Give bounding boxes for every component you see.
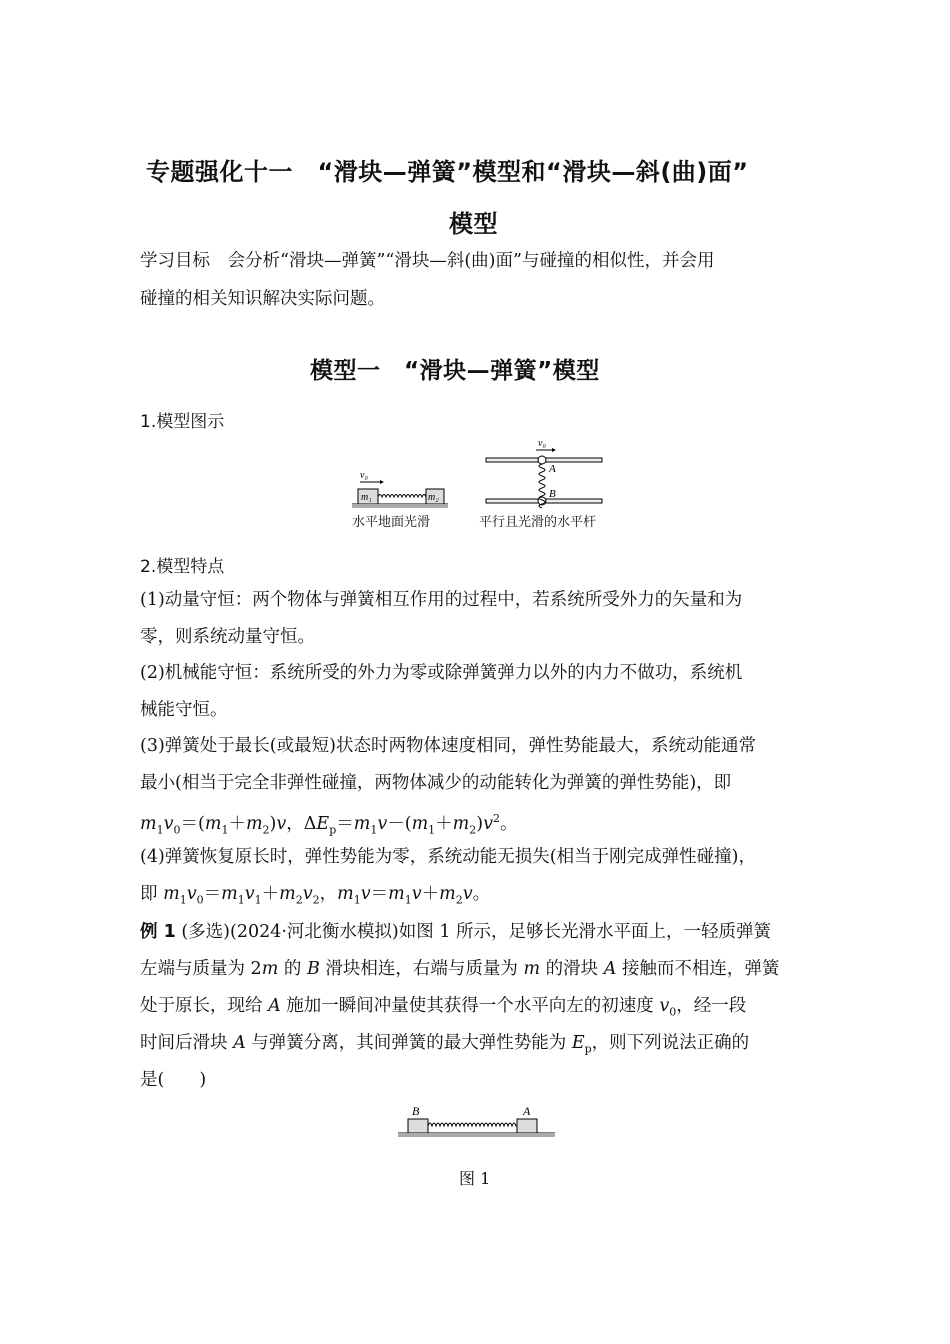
velocity-arrowhead-right [552,448,556,452]
feature-3-line1: (3)弹簧处于最长(或最短)状态时两物体速度相同，弹性势能最大，系统动能通常 [140,736,756,756]
example-line5: 是( ) [140,1070,207,1090]
figure1-A-label: A [523,1104,531,1118]
spring-figure1 [428,1123,517,1126]
block-B [408,1119,428,1133]
block-A [517,1119,537,1133]
figure-1-caption: 图 1 [459,1169,491,1188]
learning-goal-line2: 碰撞的相关知识解决实际问题。 [140,289,385,309]
example-line2: 左端与质量为 2m 的 B 滑块相连，右端与质量为 m 的滑块 A 接触而不相连，弹簧 [140,959,780,979]
feature-3-line2: 最小(相当于完全非弹性碰撞，两物体减少的动能转化为弹簧的弹性势能)，即 [140,773,732,793]
ground-diagram [352,470,448,508]
formula-line-3: $m_1v_0=(m_1+m_2)v$，$\Delta E_p=m_1v-(m_1+m_2)v^2$。 [140,812,518,837]
ball-A [538,456,546,464]
page-title-line2: 模型 [449,210,498,238]
figure-1-diagram [395,1100,560,1142]
feature-2-line1: (2)机械能守恒：系统所受的外力为零或除弹簧弹力以外的内力不做功，系统机 [140,663,743,683]
v0-label: v₀ [360,470,368,481]
ground-hatch-figure1 [398,1133,555,1137]
rods-diagram [486,438,602,508]
learning-goal-line1: 学习目标 会分析“滑块—弹簧”“滑块—斜(曲)面”与碰撞的相似性，并会用 [140,251,715,271]
example-line4: 时间后滑块 A 与弹簧分离，其间弹簧的最大弹性势能为 $E_p$，则下列说法正确的 [140,1033,750,1056]
ground-hatch [352,504,448,508]
caption-rods: 平行且光滑的水平杆 [479,515,597,530]
example-label: 例 1 [140,922,176,942]
B-label: B [549,488,556,500]
example-line3: 处于原长，现给 A 施加一瞬间冲量使其获得一个水平向左的初速度 $v_0$，经一段 [140,996,747,1019]
caption-ground: 水平地面光滑 [352,515,431,530]
spring [378,495,430,498]
figure1-B-label: B [412,1104,420,1118]
m1-label: m₁ [361,492,372,503]
formula-line-4: 即 $m_1v_0=m_1v_1+m_2v_2$，$m_1v=m_1v+m_2v$。 [140,884,491,907]
A-label: A [549,463,556,475]
feature-2-line2: 械能守恒。 [140,700,228,720]
page-title: 专题强化十一 “滑块—弹簧”模型和“滑块—斜(曲)面” [146,158,749,186]
formula-prefix: 即 [140,884,164,904]
example-line1: 例 1 (多选)(2024·河北衡水模拟)如图 1 所示，足够长光滑水平面上，一轻质弹簧 [140,922,772,942]
item-heading-1: 1.模型图示 [140,412,225,432]
feature-4-line1: (4)弹簧恢复原长时，弹性势能为零，系统动能无损失(相当于刚完成弹性碰撞)， [140,847,756,867]
feature-1-line2: 零，则系统动量守恒。 [140,627,315,647]
item-heading-2: 2.模型特点 [140,557,225,577]
section-heading: 模型一 “滑块—弹簧”模型 [310,358,600,384]
m2-label: m₂ [428,492,439,503]
v0-label-right: v₀ [538,438,546,449]
velocity-arrowhead [380,480,384,484]
feature-1-line1: (1)动量守恒：两个物体与弹簧相互作用的过程中，若系统所受外力的矢量和为 [140,590,743,610]
